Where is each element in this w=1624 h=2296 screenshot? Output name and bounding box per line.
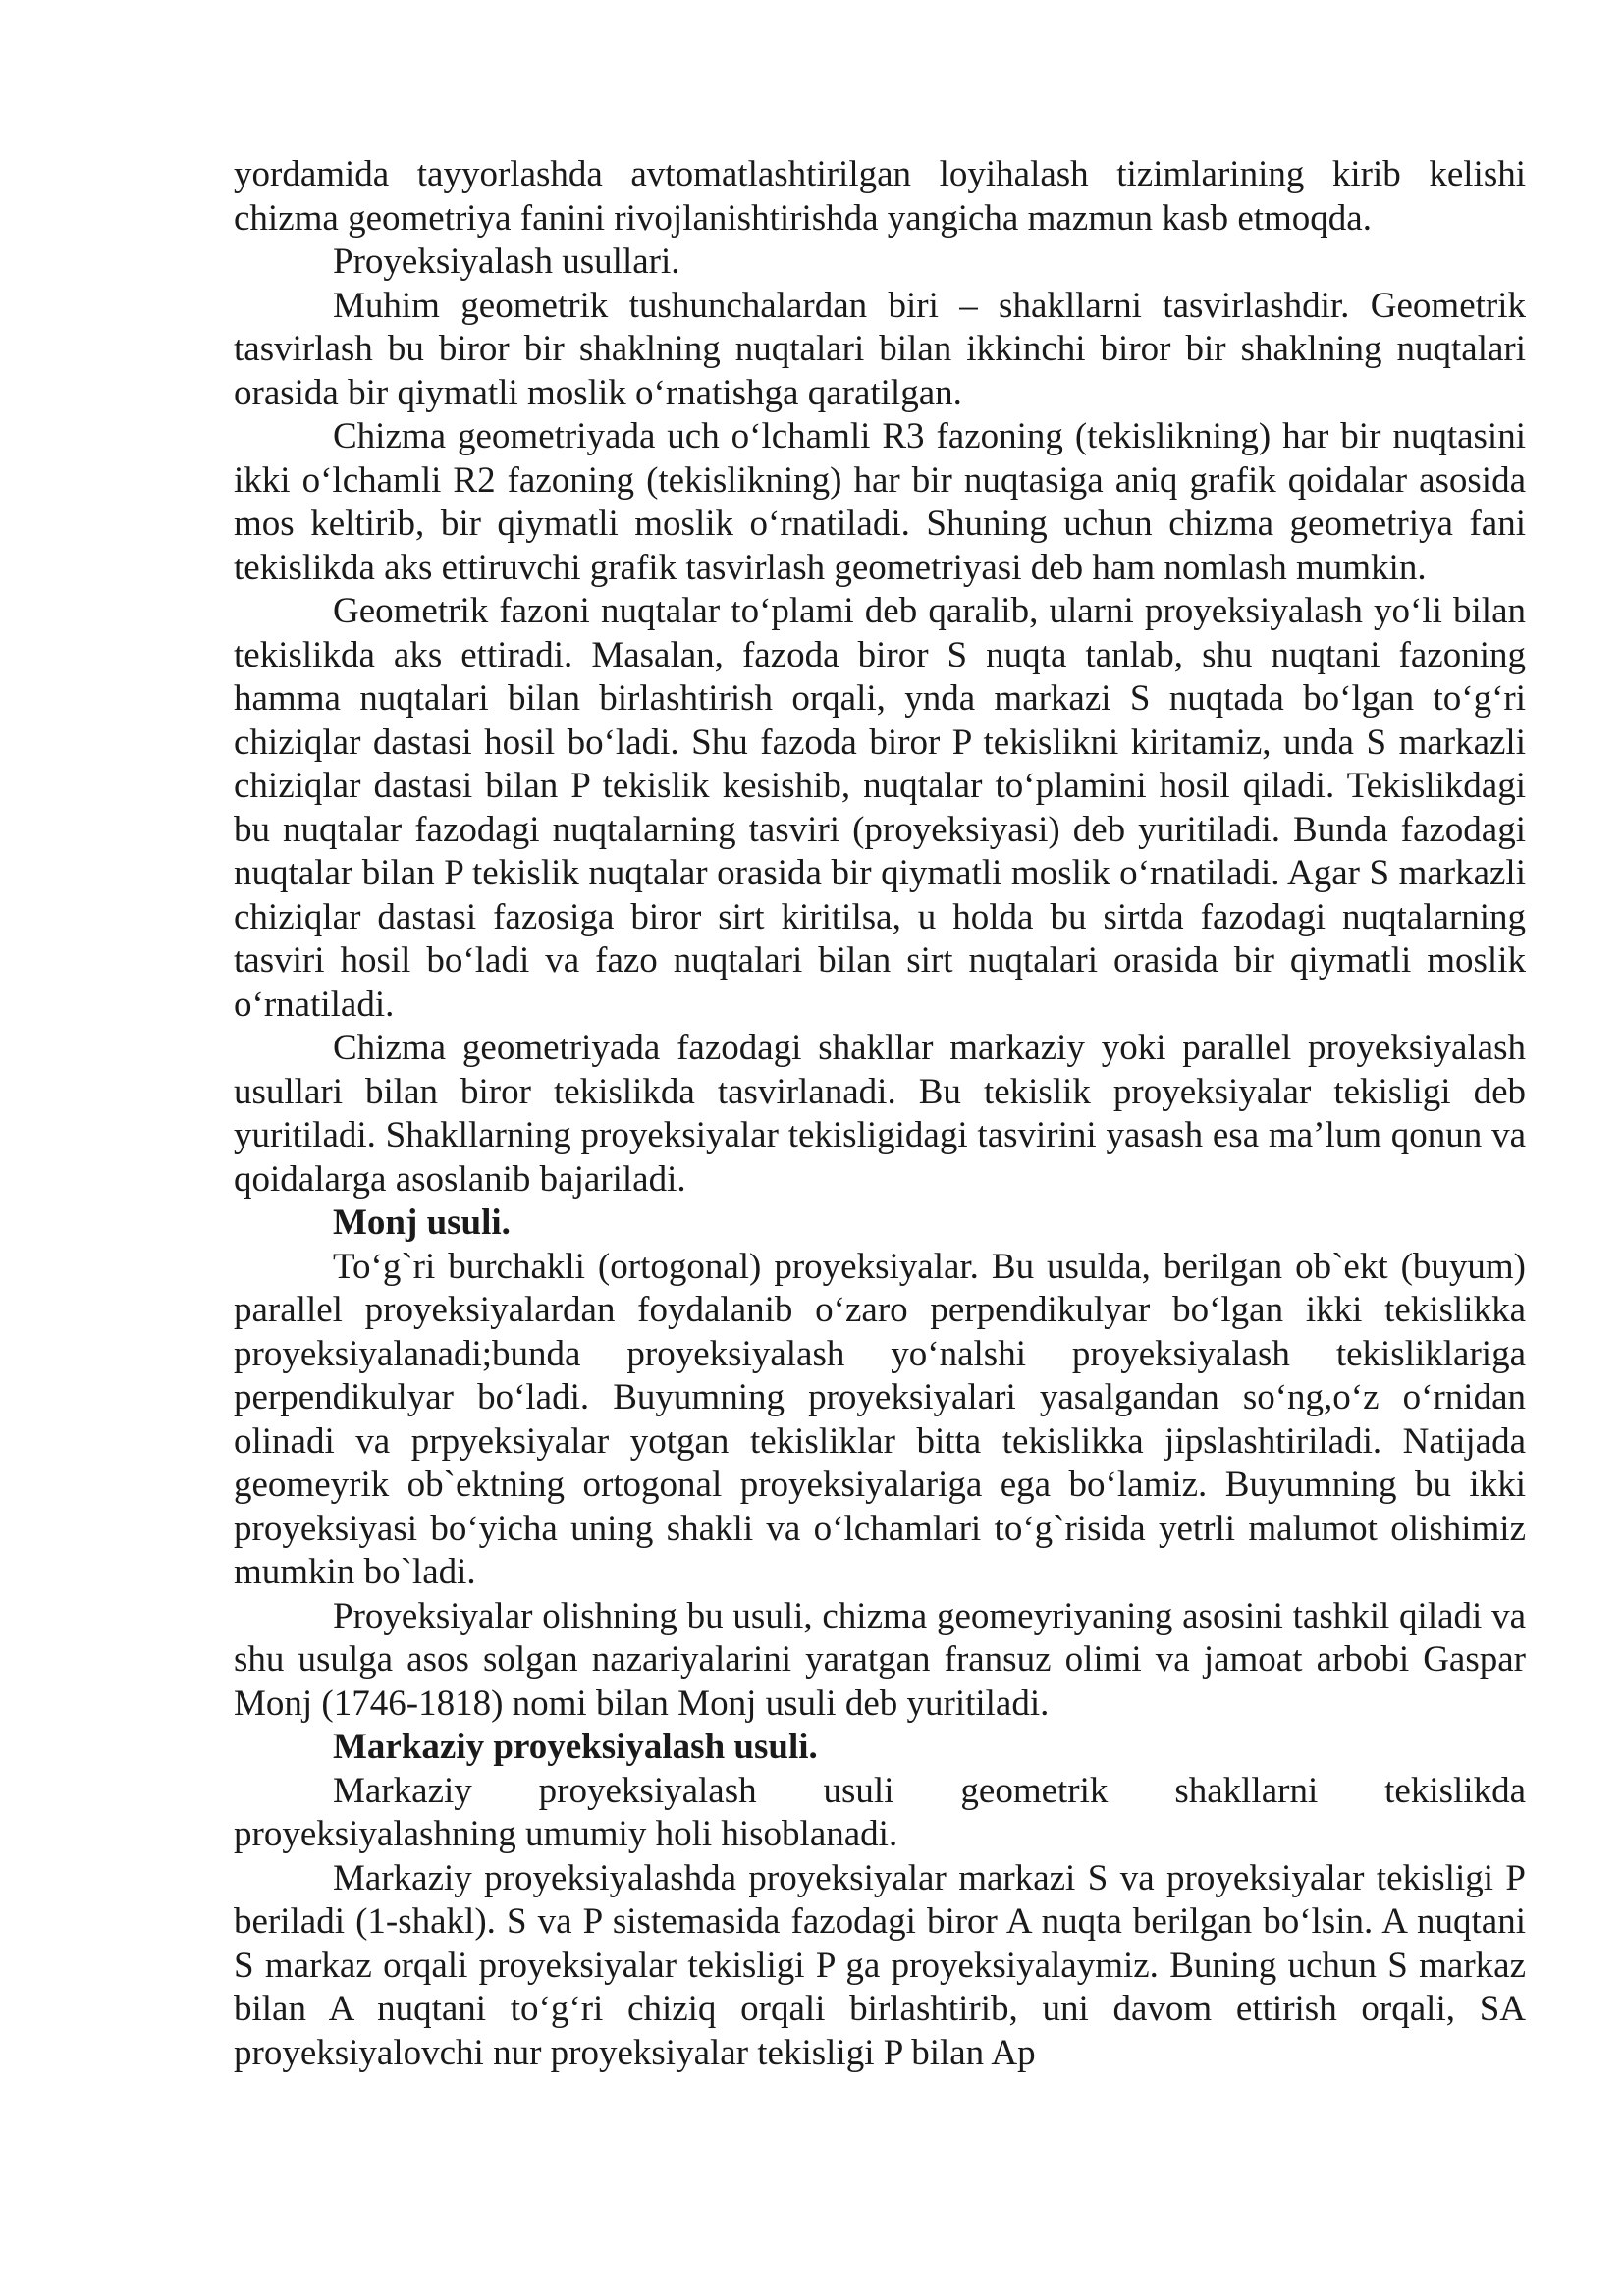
paragraph-point-set-projection: Geometrik fazoni nuqtalar to‘plami deb qaralib, ularni proyeksiyalash yo‘li bilan tekislikda aks ettiradi. Masalan, fazoda biror S nuqta tanlab, shu nuqtani fazoning hamma nuqtalari bilan birlashtirish orqali, ynda markazi S nuqtada bo‘lgan to‘g‘ri chiziqlar dastasi hosil bo‘ladi. Shu fazoda biror P tekislikni kiritamiz, unda S markazli chiziqlar dastasi bilan P tekislik kesishib, nuqtalar to‘plamini hosil qiladi. Tekislikdagi bu nuqtalar fazodagi nuqtalarning tasviri (proyeksiyasi) deb yuritiladi. Bunda fazodagi nuqtalar bilan P tekislik nuqtalar orasida bir qiymatli moslik o‘rnatiladi. Agar S markazli chiziqlar dastasi fazosiga biror sirt kiritilsa, u holda bu sirtda fazodagi nuqtalarning tasviri hosil bo‘ladi va fazo nuqtalari bilan sirt nuqtalari orasida bir qiymatli moslik o‘rnatiladi. <box>234 591 1526 1025</box>
paragraph-gaspard-monge: Proyeksiyalar olishning bu usuli, chizma geomeyriyaning asosini tashkil qiladi va shu usulga asos solgan nazariyalarini yaratgan fransuz olimi va jamoat arbobi Gaspar Monj (1746-1818) nomi bilan Monj usuli deb yuritiladi. <box>234 1595 1526 1724</box>
document-page <box>234 153 1526 2075</box>
paragraph-orthogonal-projections: To‘g`ri burchakli (ortogonal) proyeksiyalar. Bu usulda, berilgan ob`ekt (buyum) parallel proyeksiyalardan foydalanib o‘zaro perpendikulyar bo‘lgan ikki tekislikka proyeksiyalanadi;bunda proyeksiyalash yo‘nalshi proyeksiyalash tekisliklariga perpendikulyar bo‘ladi. Buyumning proyeksiyalari yasalgandan so‘ng,o‘z o‘rnidan olinadi va prpyeksiyalar yotgan tekisliklar bitta tekislikka jipslashtiriladi. Natijada geomeyrik ob`ektning ortogonal proyeksiyalariga ega bo‘lamiz. Buyumning bu ikki proyeksiyasi bo‘yicha uning shakli va o‘lchamlari to‘g`risida yetrli malumot olishimiz mumkin bo`ladi. <box>234 1246 1526 1592</box>
paragraph-r3-r2-mapping: Chizma geometriyada uch o‘lchamli R3 fazoning (tekislikning) har bir nuqtasini ikki o‘lchamli R2 fazoning (tekislikning) har bir nuqtasiga aniq grafik qoidalar asosida mos keltirib, bir qiymatli moslik o‘rnatiladi. Shuning uchun chizma geometriya fani tekislikda aks ettiruvchi grafik tasvirlash geometriyasi deb ham nomlash mumkin. <box>234 416 1526 588</box>
paragraph-central-parallel: Chizma geometriyada fazodagi shakllar markaziy yoki parallel proyeksiyalash usullari bilan biror tekislikda tasvirlanadi. Bu tekislik proyeksiyalar tekisligi deb yuritiladi. Shakllarning proyeksiyalar tekisligidagi tasvirini yasash esa ma’lum qonun va qoidalarga asoslanib bajariladi. <box>234 1028 1526 1200</box>
paragraph-central-general-case: Markaziy proyeksiyalash usuli geometrik shakllarni tekislikda proyeksiyalashning umumiy holi hisoblanadi. <box>234 1770 1526 1854</box>
paragraph-continuation: yordamida tayyorlashda avtomatlashtirilgan loyihalash tizimlarining kirib kelishi chizma geometriya fanini rivojlanishtirishda yangicha mazmun kasb etmoqda. <box>234 154 1526 239</box>
paragraph-geometric-depiction: Muhim geometrik tushunchalardan biri – shakllarni tasvirlashdir. Geometrik tasvirlash bu biror bir shaklning nuqtalari bilan ikkinchi biror bir shaklning nuqtalari orasida bir qiymatli moslik o‘rnatishga qaratilgan. <box>234 285 1526 413</box>
heading-central-projection: Markaziy proyeksiyalash usuli. <box>333 1727 818 1767</box>
paragraph-central-projection-detail: Markaziy proyeksiyalashda proyeksiyalar markazi S va proyeksiyalar tekisligi P beriladi (1-shakl). S va P sistemasida fazodagi biror A nuqta berilgan bo‘lsin. A nuqtani S markaz orqali proyeksiyalar tekisligi P ga proyeksiyalaymiz. Buning uchun S markaz bilan A nuqtani to‘g‘ri chiziq orqali birlashtirib, uni davom ettirish orqali, SA proyeksiyalovchi nur proyeksiyalar tekisligi P bilan Ap <box>234 1857 1526 2073</box>
heading-monge-method: Monj usuli. <box>333 1202 511 1243</box>
section-title-projection-methods: Proyeksiyalash usullari. <box>333 241 680 282</box>
